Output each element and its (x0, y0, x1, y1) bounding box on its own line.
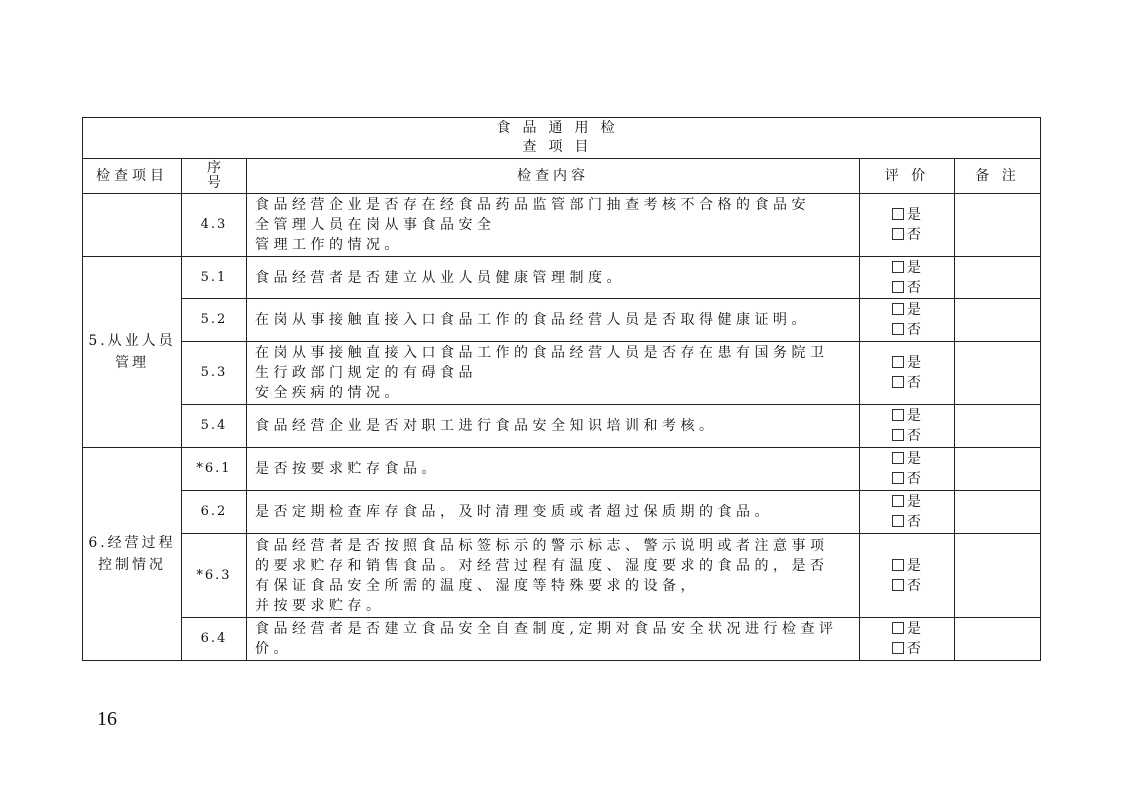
table-title (83, 118, 1041, 159)
row-number: 6.4 (182, 618, 247, 661)
note-cell[interactable] (955, 448, 1041, 491)
yes-checkbox[interactable]: 是 (860, 492, 954, 512)
category-5: 5.从业人员 管理 (83, 257, 182, 448)
table-row (83, 534, 1041, 618)
header-item: 检查项目 (83, 159, 182, 194)
no-checkbox[interactable]: 否 (860, 576, 954, 596)
no-checkbox[interactable]: 否 (860, 426, 954, 446)
checkbox-icon (892, 622, 904, 634)
row-content: 是否定期检查库存食品，及时清理变质或者超过保质期的食品。 (247, 491, 860, 534)
table-row (83, 618, 1041, 661)
row-content: 食品经营企业是否对职工进行食品安全知识培训和考核。 (247, 405, 860, 448)
inspection-sheet (82, 117, 1040, 661)
checkbox-icon (892, 559, 904, 571)
evaluation-cell (860, 194, 955, 257)
checkbox-icon (892, 515, 904, 527)
checkbox-icon (892, 495, 904, 507)
yes-checkbox[interactable]: 是 (860, 300, 954, 320)
evaluation-cell (860, 534, 955, 618)
checkbox-icon (892, 228, 904, 240)
row-content: 食品经营企业是否存在经食品药品监管部门抽查考核不合格的食品安 全管理人员在岗从事食品安全 管理工作的情况。 (247, 194, 860, 257)
no-checkbox[interactable]: 否 (860, 469, 954, 489)
header-note: 备 注 (955, 159, 1041, 194)
table-row (83, 299, 1041, 342)
evaluation-cell (860, 342, 955, 405)
table-row (83, 257, 1041, 299)
no-checkbox[interactable]: 否 (860, 639, 954, 659)
yes-checkbox[interactable]: 是 (860, 449, 954, 469)
row-number: 4.3 (182, 194, 247, 257)
no-checkbox[interactable]: 否 (860, 373, 954, 393)
evaluation-cell (860, 299, 955, 342)
row-number: 5.4 (182, 405, 247, 448)
note-cell[interactable] (955, 194, 1041, 257)
table-row (83, 342, 1041, 405)
header-row (83, 159, 1041, 194)
table-row (83, 405, 1041, 448)
evaluation-cell (860, 491, 955, 534)
table-row (83, 448, 1041, 491)
no-checkbox[interactable]: 否 (860, 320, 954, 340)
table-title-line2: 查项目 (522, 139, 601, 155)
row-number: 5.2 (182, 299, 247, 342)
evaluation-cell (860, 448, 955, 491)
checkbox-icon (892, 409, 904, 421)
evaluation-cell (860, 618, 955, 661)
yes-checkbox[interactable]: 是 (860, 353, 954, 373)
row-number: 5.3 (182, 342, 247, 405)
row-number: 5.1 (182, 257, 247, 299)
note-cell[interactable] (955, 299, 1041, 342)
no-checkbox[interactable]: 否 (860, 512, 954, 532)
checkbox-icon (892, 472, 904, 484)
note-cell[interactable] (955, 618, 1041, 661)
note-cell[interactable] (955, 534, 1041, 618)
yes-checkbox[interactable]: 是 (860, 258, 954, 278)
checkbox-icon (892, 376, 904, 388)
yes-checkbox[interactable]: 是 (860, 619, 954, 639)
evaluation-cell (860, 405, 955, 448)
no-checkbox[interactable]: 否 (860, 225, 954, 245)
table-row (83, 194, 1041, 257)
row-number: *6.1 (182, 448, 247, 491)
header-content: 检查内容 (247, 159, 860, 194)
note-cell[interactable] (955, 405, 1041, 448)
header-eval: 评 价 (860, 159, 955, 194)
row-content: 食品经营者是否建立食品安全自查制度,定期对食品安全状况进行检查评 价。 (247, 618, 860, 661)
row-content: 食品经营者是否建立从业人员健康管理制度。 (247, 257, 860, 299)
row-content: 食品经营者是否按照食品标签标示的警示标志、警示说明或者注意事项 的要求贮存和销售食品。对经营过程有温度、湿度要求的食品的，是否 有保证食品安全所需的温度、湿度等特殊要求的设备， 并按要求贮存。 (247, 534, 860, 618)
category-cell-empty (83, 194, 182, 257)
table-row (83, 491, 1041, 534)
table-title-line1: 食品通用检 (496, 120, 627, 136)
no-checkbox[interactable]: 否 (860, 278, 954, 298)
checkbox-icon (892, 642, 904, 654)
checkbox-icon (892, 303, 904, 315)
note-cell[interactable] (955, 257, 1041, 299)
row-content: 在岗从事接触直接入口食品工作的食品经营人员是否取得健康证明。 (247, 299, 860, 342)
inspection-table (82, 117, 1041, 661)
checkbox-icon (892, 281, 904, 293)
yes-checkbox[interactable]: 是 (860, 205, 954, 225)
row-number: 6.2 (182, 491, 247, 534)
yes-checkbox[interactable]: 是 (860, 406, 954, 426)
row-number: *6.3 (182, 534, 247, 618)
checkbox-icon (892, 261, 904, 273)
yes-checkbox[interactable]: 是 (860, 556, 954, 576)
evaluation-cell (860, 257, 955, 299)
note-cell[interactable] (955, 491, 1041, 534)
page-number: 16 (97, 708, 117, 730)
note-cell[interactable] (955, 342, 1041, 405)
row-content: 是否按要求贮存食品。 (247, 448, 860, 491)
row-content: 在岗从事接触直接入口食品工作的食品经营人员是否存在患有国务院卫 生行政部门规定的有碍食品 安全疾病的情况。 (247, 342, 860, 405)
checkbox-icon (892, 208, 904, 220)
checkbox-icon (892, 323, 904, 335)
checkbox-icon (892, 579, 904, 591)
checkbox-icon (892, 452, 904, 464)
checkbox-icon (892, 356, 904, 368)
table-title-row (83, 118, 1041, 159)
category-6: 6.经营过程 控制情况 (83, 448, 182, 661)
header-seq: 序 号 (182, 159, 247, 194)
checkbox-icon (892, 429, 904, 441)
